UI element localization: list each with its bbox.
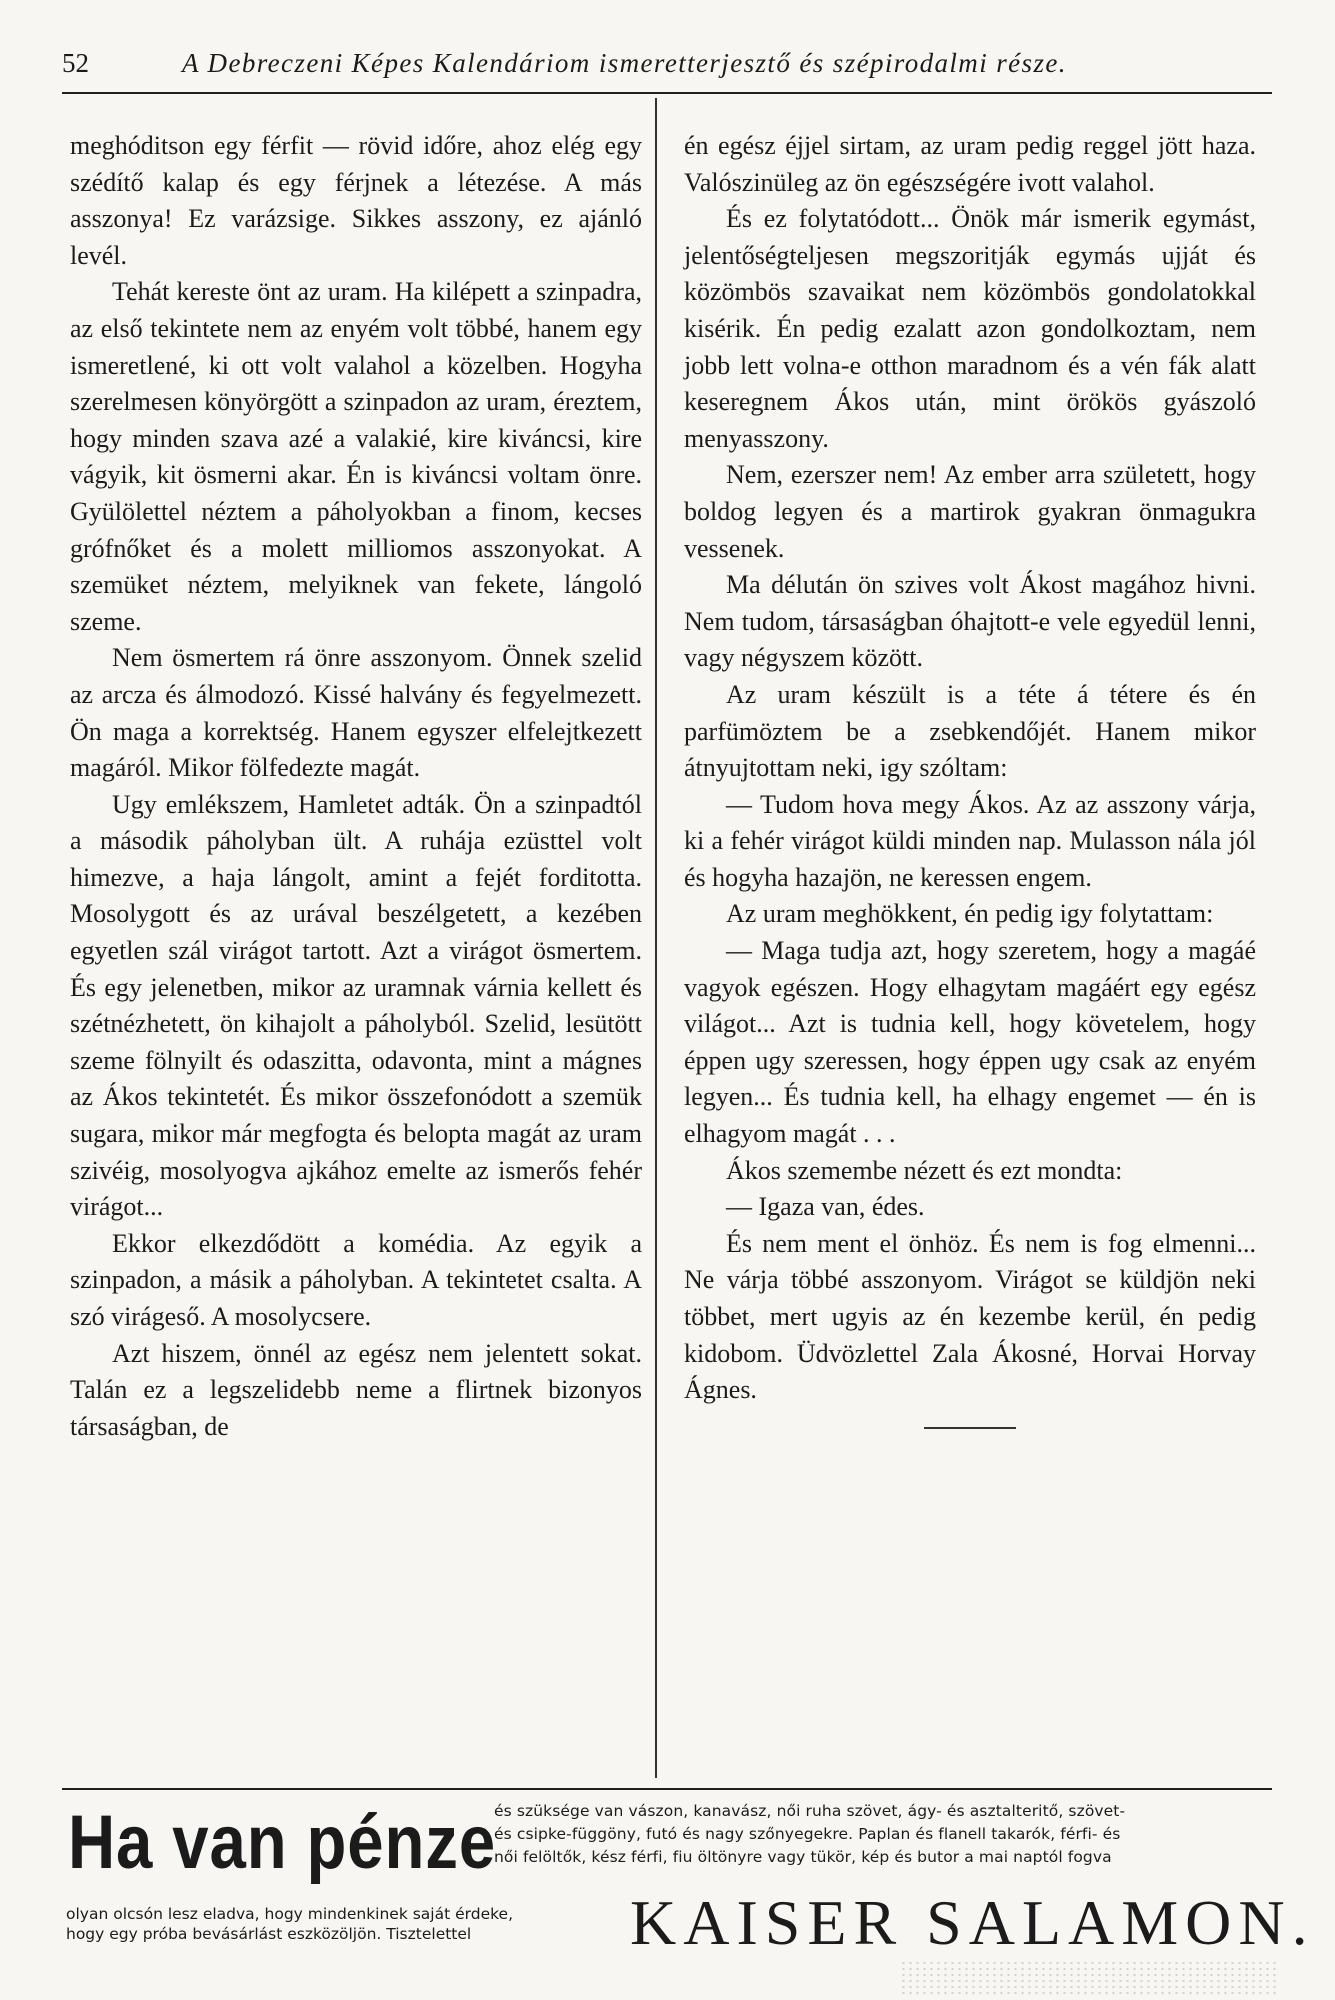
- column-divider: [655, 98, 657, 1778]
- print-speckle: [900, 1960, 1280, 1996]
- paragraph: És nem ment el önhöz. És nem is fog elmenni... Ne várja többé asszonyom. Virágot se küldjön neki többet, mert ugyis az én kezembe kerül, én pedig kidobom. Üdvözlettel Zala Ákosné, Horvai Horvay Ágnes.: [684, 1228, 1256, 1405]
- running-title: A Debreczeni Képes Kalendáriom ismeretterjesztő és szépirodalmi része.: [182, 48, 1067, 78]
- paragraph: Ákos szemembe nézett és ezt mondta:: [726, 1155, 1123, 1185]
- article-end-rule: [924, 1427, 1016, 1429]
- ad-tagline-line: hogy egy próba bevásárlást eszközöljön. Tisztelettel: [66, 1925, 472, 1943]
- paragraph: És ez folytatódott... Önök már ismerik egymást, jelentőségteljesen megszoritják egymás ujját és közömbös szavaikat nem közömbös gondolatokkal kisérik. Én pedig ezalatt azon gondolkoztam, nem jobb lett volna-e otthon maradnom és a vén fák alatt keseregnem Ákos után, mint örökös gyászoló menyasszony.: [684, 204, 1256, 453]
- paragraph: meghóditson egy férfit — rövid időre, ahoz elég egy szédítő kalap és egy férjnek a létezése. A más asszonya! Ez varázsige. Sikkes asszony, ez ajánló levél.: [70, 131, 642, 270]
- paragraph: — Tudom hova megy Ákos. Az az asszony várja, ki a fehér virágot küldi minden nap. Mulasson nála jól és hogyha hazajön, ne keressen engem.: [684, 789, 1256, 892]
- header-rule: [62, 92, 1272, 94]
- paragraph: Tehát kereste önt az uram. Ha kilépett a szinpadra, az első tekintete nem az enyém volt többé, hanem egy ismeretlené, ki ott volt valahol a közelben. Hogyha szerelmesen könyörgött a szinpadon az uram, éreztem, hogy minden szava azé a valakié, kire kiváncsi, kire vágyik, kit ösmerni akar. Én is kiváncsi voltam önre. Gyülölettel néztem a páholyokban a finom, kecses grófnőket és a molett milliomos asszonyokat. A szemüket néztem, melyiknek van fekete, lángoló szeme.: [70, 277, 642, 636]
- paragraph: Ugy emlékszem, Hamletet adták. Ön a szinpadtól a második páholyban ült. A ruhája ezüsttel volt himezve, a haja lángolt, amint a fejét forditotta. Mosolygott és az urával beszélgetett, a kezében egyetlen szál virágot tartott. Azt a virágot ösmertem. És egy jelenetben, mikor az uramnak várnia kellett és szétnézhetett, ön kihajolt a páholyból. Szelid, lesütött szeme fölnyilt és odaszitta, odavonta, mint a mágnes az Ákos tekintetét. És mikor összefonódott a szemük sugara, mikor már megfogta és belopta magát az uram szivéig, mosolyogva ajkához emelte az ismerős fehér virágot...: [70, 789, 642, 1222]
- left-column: [70, 128, 642, 1445]
- paragraph: Az uram készült is a téte á tétere és én parfümöztem be a zsebkendőjét. Hanem mikor átnyujtottam neki, igy szóltam:: [684, 679, 1256, 783]
- paragraph: Ma délután ön szives volt Ákost magához hivni. Nem tudom, társaságban óhajtott-e vele egyedül lenni, vagy négyszem között.: [684, 570, 1256, 673]
- paragraph: — Maga tudja azt, hogy szeretem, hogy a magáé vagyok egészen. Hogy elhagytam magáért egy egész világot... Azt is tudnia kell, hogy követelem, hogy éppen ugy szeressen, hogy éppen ugy csak az enyém legyen... És tudnia kell, ha elhagy engemet — én is elhagyom magát . . .: [684, 936, 1256, 1149]
- paragraph: — Igaza van, édes.: [726, 1192, 925, 1222]
- ad-offer-line: és szüksége van vászon, kanavász, női ruha szövet, ágy- és asztalteritő, szövet-: [494, 1802, 1126, 1820]
- paragraph: Ekkor elkezdődött a komédia. Az egyik a szinpadon, a másik a páholyban. A tekintetet csalta. A szó virágeső. A mosolycsere.: [70, 1228, 642, 1331]
- ad-tagline-line: olyan olcsón lesz eladva, hogy mindenkinek saját érdeke,: [66, 1905, 514, 1923]
- ad-offer: [494, 1800, 1274, 1869]
- ad-merchant-name: KAISER SALAMON.: [630, 1887, 1315, 1958]
- running-head: [62, 48, 1272, 88]
- ad-tagline: [66, 1904, 626, 1944]
- ad-offer-line: és csipke-függöny, futó és nagy szőnyegekre. Paplan és flanell takarók, férfi- és: [494, 1825, 1121, 1843]
- paragraph: Az uram meghökkent, én pedig igy folytattam:: [726, 899, 1214, 929]
- paragraph: én egész éjjel sirtam, az uram pedig reggel jött haza. Valószinüleg az ön egészségére ivott valahol.: [684, 131, 1256, 197]
- page-number: 52: [62, 48, 89, 78]
- right-column: [684, 128, 1256, 1429]
- ad-offer-line: női felöltők, kész férfi, fiu öltönyre vagy tükör, kép és butor a mai naptól fogva: [494, 1848, 1112, 1866]
- paragraph: Nem ösmertem rá önre asszonyom. Önnek szelid az arcza és álmodozó. Kissé halvány és fegyelmezett. Ön maga a korrektség. Hanem egyszer elfelejtkezett magáról. Mikor fölfedezte magát.: [70, 643, 642, 783]
- ad-headline: Ha van pénze: [68, 1800, 497, 1885]
- paragraph: Nem, ezerszer nem! Az ember arra született, hogy boldog legyen és a martirok gyakran önmagukra vessenek.: [684, 460, 1256, 563]
- paragraph: Azt hiszem, önnél az egész nem jelentett sokat. Talán ez a legszelidebb neme a flirtnek bizonyos társaságban, de: [70, 1338, 642, 1441]
